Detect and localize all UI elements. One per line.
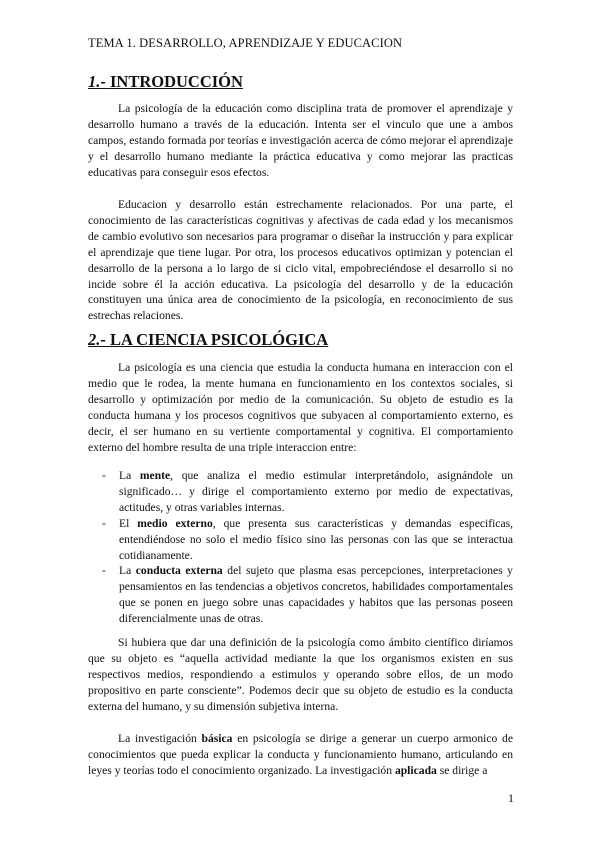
- list-item-text: La: [119, 564, 136, 578]
- list-dash: -: [102, 516, 106, 530]
- list-item-term: conducta externa: [135, 564, 223, 578]
- list-item-text: , que presenta sus características y demandas especificas, entendiéndose no solo el medio físico sino las personas con las que se interactua cotidianamente.: [119, 516, 513, 562]
- paragraph-text: La investigación: [118, 732, 202, 745]
- section-heading-introduccion: [88, 72, 243, 92]
- section-number: 2.-: [88, 330, 106, 349]
- interaction-list: [88, 468, 513, 627]
- term-basica: básica: [201, 732, 233, 745]
- list-dash: -: [102, 469, 106, 482]
- section-heading-ciencia-psicologica: [88, 330, 328, 350]
- list-item-text: La: [119, 469, 140, 482]
- list-item-term: medio externo: [137, 516, 213, 530]
- section-title: LA CIENCIA PSICOLÓGICA: [110, 330, 329, 349]
- page-header: TEMA 1. DESARROLLO, APRENDIZAJE Y EDUCACION: [88, 36, 403, 50]
- paragraph-text: se dirige a: [436, 763, 488, 777]
- section-title: INTRODUCCIÓN: [110, 72, 243, 91]
- paragraph-4: Si hubiera que dar una definición de la psicología como ámbito científico diríamos que su objeto es “aquella actividad mediante la que los organismos existen en sus respectivos medios, respondiendo a estimulos y operando sobre ellos, de un modo propositivo en parte consciente”. Podemos decir que su objeto de estudio es la conducta externa del humano, y su dimensión subjetiva interna.: [88, 636, 513, 713]
- paragraph-3: La psicología es una ciencia que estudia la conducta humana en interaccion con el medio que le rodea, la mente humana en funcionamiento en los contextos sociales, si desarrollo y optimización por medio de la comunicación. Su objeto de estudio es la conducta humana y los procesos cognitivos que subyacen al comportamiento externo, es decir, el ser humano en su vertiente comportamental y cognitiva. El comportamiento externo del hombre resulta de una triple interaccion entre:: [88, 361, 513, 454]
- list-item: [88, 563, 513, 627]
- paragraph-text: en psicología se dirige a generar un cuerpo armonico de conocimientos que pueda explicar la conducta y funcionamiento humano, articulando en leyes y teorías todo el conocimiento organizado. La investigación: [88, 732, 514, 777]
- list-item: [88, 516, 513, 564]
- paragraph-1: La psicología de la educación como disciplina trata de promover el aprendizaje y desarrollo humano a través de la educación. Intenta ser el vinculo que une a ambos campos, estando formada por teorías e investigación acerca de cómo mejorar el aprendizaje y el desarrollo humano mediante la práctica educativa y como mejorar las practicas educativas para conseguir esos efectos.: [88, 102, 513, 179]
- term-aplicada: aplicada: [394, 763, 437, 777]
- paragraph-2: Educacion y desarrollo están estrechamente relacionados. Por una parte, el conocimiento de las características cognitivas y afectivas de cada edad y los mecanismos de cambio evolutivo son necesarios para programar o diseñar la instrucción y para explicar el aprendizaje que tiene lugar. Por otra, los procesos educativos optimizan y potencian el desarrollo de la persona a lo largo de si ciclo vital, empobreciéndose el desarrollo si no incide sobre él la acción educativa. La psicología del desarrollo y de la educación constituyen una única area de conocimiento de la psicología, en reconocimiento de sus estrechas relaciones.: [88, 198, 513, 323]
- list-item: [88, 468, 513, 516]
- page-number: 1: [508, 791, 514, 805]
- list-item-text: , que analiza el medio estimular interpretándolo, asignándole un significado… y dirige el comportamiento externo por medio de expectativas, actitudes, y otras variables internas.: [119, 469, 513, 514]
- paragraph-5: [88, 731, 513, 779]
- list-item-text: El: [119, 516, 138, 530]
- list-dash: -: [102, 564, 106, 578]
- list-item-term: mente: [139, 469, 171, 482]
- section-number: 1.-: [88, 72, 106, 91]
- list-item-text: del sujeto que plasma esas percepciones, interpretaciones y pensamientos en las tendencias a objetivos concretos, habilidades comportamentales que se ponen en juego sobre unas capacidades y habitos que las personas poseen diferencialmente unas de otras.: [119, 564, 513, 626]
